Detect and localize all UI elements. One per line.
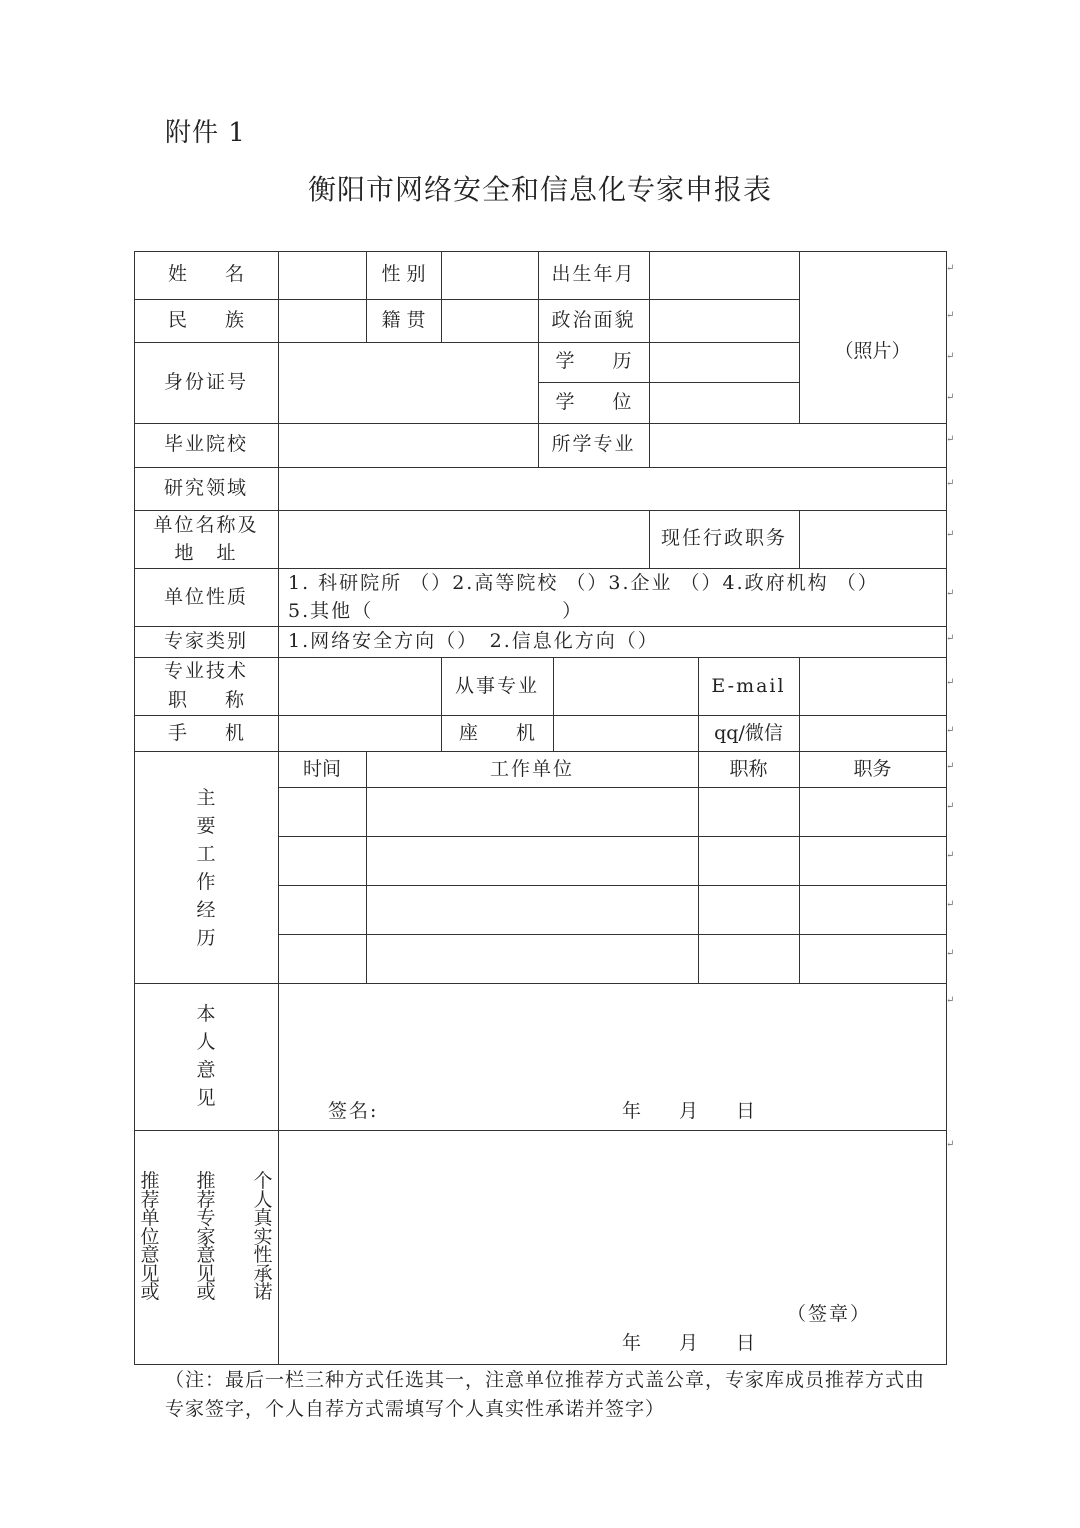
work-header-time: 时间 <box>302 758 341 780</box>
major-field[interactable] <box>651 425 945 466</box>
attachment-label: 附件 1 <box>165 118 246 148</box>
paragraph-mark: ↵ <box>946 351 955 362</box>
work-row[interactable] <box>280 838 945 884</box>
paragraph-mark: ↵ <box>946 392 955 403</box>
paragraph-mark: ↵ <box>946 801 955 812</box>
field-input[interactable] <box>555 659 697 714</box>
school-label: 毕业院校 <box>163 433 248 455</box>
paragraph-mark: ↵ <box>946 588 955 599</box>
personal-opinion-field[interactable] <box>280 985 945 1085</box>
landline-field[interactable] <box>555 717 697 750</box>
political-status-field[interactable] <box>651 301 798 341</box>
unit-nature-label: 单位性质 <box>163 586 248 608</box>
birth-field[interactable] <box>651 252 798 298</box>
paragraph-mark: ↵ <box>946 725 955 736</box>
recommendation-field[interactable] <box>280 1132 945 1302</box>
unit-label-line1: 单位名称及 <box>153 514 259 536</box>
paragraph-mark: ↵ <box>946 478 955 489</box>
education-field[interactable] <box>651 344 798 381</box>
expert-category-label: 专家类别 <box>163 630 248 652</box>
field-label: 从事专业 <box>454 675 539 697</box>
personal-opinion-label: 本 人 意 见 <box>196 1003 216 1109</box>
work-row[interactable] <box>280 936 945 982</box>
paragraph-mark: ↵ <box>946 1139 955 1150</box>
personal-commitment-label: 个 人 真 实 性 承 诺 <box>253 1170 273 1303</box>
tech-title-label-line2: 职 称 <box>167 689 244 711</box>
id-number-field[interactable] <box>280 344 537 422</box>
id-number-label: 身份证号 <box>163 371 248 393</box>
gender-label: 性 别 <box>381 263 426 285</box>
work-row[interactable] <box>280 887 945 933</box>
paragraph-mark: ↵ <box>946 263 955 274</box>
footnote: （注：最后一栏三种方式任选其一，注意单位推荐方式盖公章，专家库成员推荐方式由专家签字，个人自荐方式需填写个人真实性承诺并签字） <box>165 1369 926 1420</box>
birth-label: 出生年月 <box>551 263 636 285</box>
native-place-field[interactable] <box>443 301 537 341</box>
name-label: 姓 名 <box>167 263 244 285</box>
name-field[interactable] <box>280 252 365 298</box>
paragraph-mark: ↵ <box>946 995 955 1006</box>
education-label: 学 历 <box>555 350 632 372</box>
mobile-label: 手 机 <box>167 722 244 744</box>
research-label: 研究领域 <box>163 477 248 499</box>
unit-field[interactable] <box>280 512 648 567</box>
political-status-label: 政治面貌 <box>551 309 636 331</box>
position-field[interactable] <box>801 512 945 567</box>
ethnicity-label: 民 族 <box>167 309 244 331</box>
qq-wechat-label: qq/微信 <box>714 722 783 744</box>
native-place-label: 籍 贯 <box>381 309 426 331</box>
form-title: 衡阳市网络安全和信息化专家申报表 <box>307 173 772 206</box>
paragraph-mark: ↵ <box>946 850 955 861</box>
work-header-duty: 职务 <box>853 758 892 780</box>
unit-nature-options[interactable]: 1. 科研院所 （）2.高等院校 （）3.企业 （）4.政府机构 （） <box>288 572 879 594</box>
opinion-date: 年 月 日 <box>622 1100 756 1122</box>
unit-label-line2: 地 址 <box>174 542 238 564</box>
paragraph-mark: ↵ <box>946 948 955 959</box>
paragraph-mark: ↵ <box>946 434 955 445</box>
email-field[interactable] <box>801 659 945 714</box>
degree-field[interactable] <box>651 384 798 422</box>
qq-wechat-field[interactable] <box>801 717 945 750</box>
ethnicity-field[interactable] <box>280 301 365 341</box>
unit-nature-other[interactable]: 5.其他（ ） <box>288 600 584 622</box>
landline-label: 座 机 <box>458 722 535 744</box>
recommend-unit-label: 推 荐 单 位 意 见 或 <box>140 1170 160 1303</box>
work-header-title: 职称 <box>729 758 768 780</box>
major-label: 所学专业 <box>551 433 636 455</box>
paragraph-mark: ↵ <box>946 633 955 644</box>
signature-label: 签名: <box>328 1100 379 1122</box>
photo-placeholder[interactable]: （照片） <box>834 340 911 362</box>
recommend-expert-label: 推 荐 专 家 意 见 或 <box>196 1170 216 1303</box>
expert-category-options[interactable]: 1.网络安全方向（） 2.信息化方向（） <box>288 630 659 652</box>
stamp-label: （签章） <box>787 1303 872 1325</box>
paragraph-mark: ↵ <box>946 310 955 321</box>
paragraph-mark: ↵ <box>946 529 955 540</box>
gender-field[interactable] <box>443 252 537 298</box>
work-history-label: 主 要 工 作 经 历 <box>196 787 216 949</box>
paragraph-mark: ↵ <box>946 761 955 772</box>
paragraph-mark: ↵ <box>946 677 955 688</box>
work-header-unit: 工作单位 <box>489 758 574 780</box>
recommend-date: 年 月 日 <box>622 1332 756 1354</box>
paragraph-mark: ↵ <box>946 899 955 910</box>
mobile-field[interactable] <box>280 717 440 750</box>
work-row[interactable] <box>280 789 945 835</box>
tech-title-label-line1: 专业技术 <box>163 660 248 682</box>
school-field[interactable] <box>280 425 537 466</box>
email-label: E-mail <box>711 675 786 697</box>
degree-label: 学 位 <box>555 391 632 413</box>
tech-title-field[interactable] <box>280 659 440 714</box>
research-field[interactable] <box>280 469 945 509</box>
position-label: 现任行政职务 <box>660 527 787 549</box>
